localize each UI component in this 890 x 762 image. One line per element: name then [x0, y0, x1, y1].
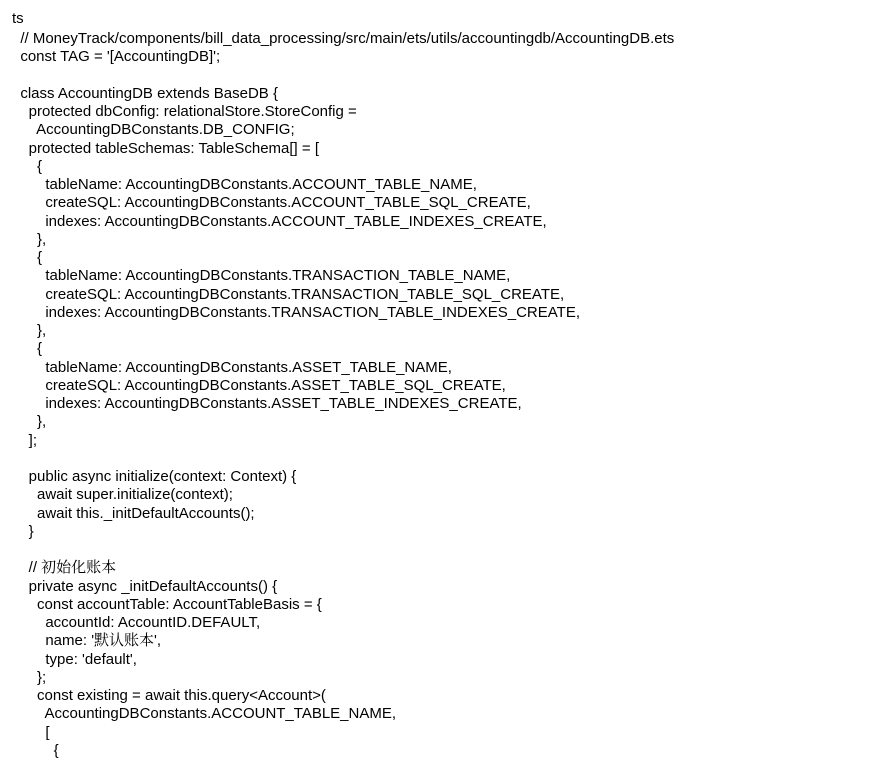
- code-line: {: [12, 340, 43, 358]
- code-line: {: [12, 741, 59, 759]
- code-line: accountId: AccountID.DEFAULT,: [12, 614, 261, 631]
- code-line: [12, 67, 674, 85]
- code-line: name: '默认账本',: [12, 632, 162, 650]
- code-line: };: [12, 668, 47, 686]
- code-line: indexes: AccountingDBConstants.TRANSACTION_TABLE_INDEXES_CREATE,: [12, 303, 580, 321]
- code-line: public async initialize(context: Context) {: [12, 468, 297, 485]
- code-line: type: 'default',: [12, 650, 137, 668]
- code-line: indexes: AccountingDBConstants.ACCOUNT_TABLE_INDEXES_CREATE,: [12, 212, 547, 230]
- code-line: [12, 450, 674, 468]
- code-line: AccountingDBConstants.ACCOUNT_TABLE_NAME,: [12, 705, 397, 723]
- code-language-label: ts: [12, 10, 24, 27]
- code-line: const accountTable: AccountTableBasis = {: [12, 595, 322, 613]
- code-block: [12, 30, 674, 760]
- code-line: // 初始化账本: [12, 559, 117, 577]
- code-line: tableName: AccountingDBConstants.TRANSACTION_TABLE_NAME,: [12, 267, 511, 285]
- code-line: await this._initDefaultAccounts();: [12, 504, 255, 522]
- code-line: [12, 541, 674, 559]
- code-line: },: [12, 322, 47, 339]
- code-line: {: [12, 157, 43, 175]
- code-line: createSQL: AccountingDBConstants.ACCOUNT_TABLE_SQL_CREATE,: [12, 194, 531, 212]
- code-line: ];: [12, 431, 38, 449]
- code-line: // MoneyTrack/components/bill_data_processing/src/main/ets/utils/accountingdb/AccountingDB.ets: [12, 30, 675, 47]
- code-line: },: [12, 230, 47, 248]
- code-line: {: [12, 249, 43, 266]
- code-line: private async _initDefaultAccounts() {: [12, 577, 278, 595]
- code-line: const existing = await this.query<Account>(: [12, 687, 326, 704]
- code-line: AccountingDBConstants.DB_CONFIG;: [12, 121, 295, 139]
- code-line: createSQL: AccountingDBConstants.TRANSACTION_TABLE_SQL_CREATE,: [12, 285, 565, 303]
- code-line: class AccountingDB extends BaseDB {: [12, 84, 278, 102]
- code-line: [: [12, 723, 50, 741]
- code-line: }: [12, 522, 34, 540]
- code-line: },: [12, 413, 47, 431]
- code-line: const TAG = '[AccountingDB]';: [12, 48, 221, 66]
- code-line: tableName: AccountingDBConstants.ASSET_TABLE_NAME,: [12, 358, 452, 376]
- code-line: tableName: AccountingDBConstants.ACCOUNT_TABLE_NAME,: [12, 176, 477, 193]
- code-line: await super.initialize(context);: [12, 486, 233, 504]
- code-line: protected dbConfig: relationalStore.StoreConfig =: [12, 103, 357, 120]
- code-line: createSQL: AccountingDBConstants.ASSET_TABLE_SQL_CREATE,: [12, 376, 506, 394]
- code-line: indexes: AccountingDBConstants.ASSET_TABLE_INDEXES_CREATE,: [12, 395, 522, 412]
- code-line: protected tableSchemas: TableSchema[] = [: [12, 139, 319, 157]
